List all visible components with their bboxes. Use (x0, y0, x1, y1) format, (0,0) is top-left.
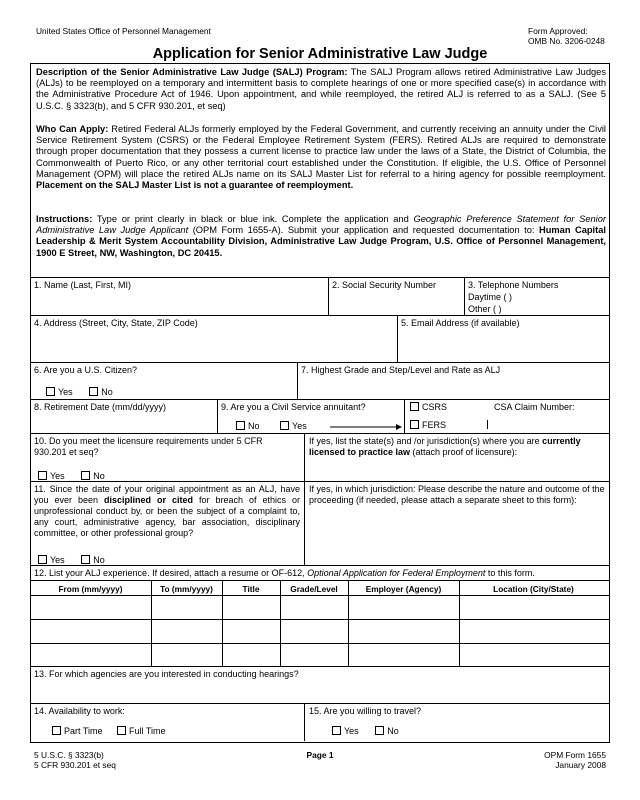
fers-label: FERS (422, 420, 447, 430)
annuitant-yes[interactable] (280, 421, 307, 431)
checkbox-icon[interactable] (52, 726, 61, 735)
discipline-yes[interactable] (38, 555, 65, 565)
discipline-bold: disciplined or cited (104, 495, 194, 505)
other-phone-field[interactable]: Other ( ) (468, 304, 502, 314)
travel-question: 15. Are you willing to travel? (309, 706, 422, 716)
annuitant-no[interactable] (236, 421, 260, 431)
arrow-right-icon (330, 423, 402, 431)
geographic-preference-title: Geographic Preference Statement for Senior Administrative Law Judge Applicant (36, 214, 606, 236)
col-header-from: From (mm/yyyy) (58, 584, 123, 594)
licensure-states-bold: currently licensed to practice law (309, 436, 581, 457)
checkbox-icon[interactable] (117, 726, 126, 735)
daytime-phone-field[interactable]: Daytime ( ) (468, 292, 513, 302)
no-label: No (93, 471, 105, 481)
footer-citation-2: 5 CFR 930.201 et seq (34, 760, 116, 770)
part-time-label: Part Time (64, 726, 103, 736)
travel-options (332, 726, 399, 737)
csa-claim-field[interactable]: CSA Claim Number: (494, 402, 575, 412)
travel-yes[interactable] (332, 726, 359, 736)
csrs-option[interactable] (410, 402, 447, 413)
checkbox-icon[interactable] (81, 555, 90, 564)
yes-label: Yes (50, 555, 65, 565)
experience-text-2: to this form. (485, 568, 535, 578)
licensure-states-field[interactable] (309, 436, 605, 458)
address-field[interactable]: 4. Address (Street, City, State, ZIP Code) (34, 318, 198, 328)
ssn-field[interactable]: 2. Social Security Number (332, 280, 437, 290)
instructions-text-2: (OPM Form 1655-A). Submit your application and requested documentation to: (188, 225, 539, 236)
name-field[interactable]: 1. Name (Last, First, MI) (34, 280, 132, 290)
no-label: No (101, 387, 113, 397)
form-date: January 2008 (555, 760, 606, 770)
availability-question: 14. Availability to work: (34, 706, 125, 716)
discipline-options (38, 555, 105, 566)
checkbox-icon[interactable] (280, 421, 289, 430)
checkbox-icon[interactable] (410, 420, 419, 429)
col-header-to: To (mm/yyyy) (160, 584, 213, 594)
agency-name: United States Office of Personnel Management (36, 26, 211, 36)
description-paragraph (36, 67, 606, 112)
checkbox-icon[interactable] (236, 421, 245, 430)
checkbox-icon[interactable] (38, 555, 47, 564)
col-header-grade: Grade/Level (290, 584, 338, 594)
discipline-question (34, 484, 300, 539)
fers-option[interactable] (410, 420, 446, 431)
who-can-apply-text: Retired Federal ALJs formerly employed by the Federal Government, and currently receiving an annuity under the Civil Service Retirement System (CSRS) or the Federal Employee Retirement System (FERS). Retired ALJs are required to demonstrate through proper documentation that they possess a current license to practice law under the laws of a State, the District of Columbia, the Commonwealth of Puerto Rico, or any other territorial court established under the Constitution. If eligible, the U.S. Office of Personnel Management (OPM) will place the retired ALJs name on its SALJ Master List for referral to a hiring agency for possible reemployment. (36, 124, 606, 179)
licensure-states-text-2: (attach proof of licensure): (410, 447, 518, 457)
licensure-no[interactable] (81, 471, 105, 481)
instructions-text-1: Type or print clearly in black or blue ink. Complete the application and (92, 214, 414, 224)
checkbox-icon[interactable] (410, 402, 419, 411)
experience-text: 12. List your ALJ experience. If desired, attach a resume or OF-612, (34, 568, 308, 578)
checkbox-icon[interactable] (46, 387, 55, 396)
no-label: No (387, 726, 399, 736)
agencies-field[interactable]: 13. For which agencies are you interested in conducting hearings? (34, 669, 299, 679)
experience-label (34, 568, 535, 579)
checkbox-icon[interactable] (38, 471, 47, 480)
full-time-option[interactable] (117, 726, 166, 736)
col-header-title: Title (242, 584, 260, 594)
col-header-location: Location (City/State) (493, 584, 574, 594)
no-label: No (248, 421, 260, 431)
discipline-text-2: for breach of ethics or unprofessional conduct by, or been the subject of a complaint to, any court, administrative agency, bar association, disciplinary committee, or other professional group? (34, 495, 301, 538)
yes-label: Yes (50, 471, 65, 481)
checkbox-icon[interactable] (332, 726, 341, 735)
availability-options (52, 726, 166, 737)
licensure-states-text: If yes, list the state(s) and /or jurisdiction(s) where you are (309, 436, 543, 446)
citizen-no[interactable] (89, 387, 113, 397)
col-header-employer: Employer (Agency) (365, 584, 442, 594)
checkbox-icon[interactable] (375, 726, 384, 735)
of612-title: Optional Application for Federal Employment (307, 568, 486, 578)
retirement-date-field[interactable]: 8. Retirement Date (mm/dd/yyyy) (34, 402, 167, 412)
yes-label: Yes (344, 726, 359, 736)
citizen-options (46, 387, 113, 398)
description-label: Description of the Senior Administrative Law Judge (SALJ) Program: (36, 67, 348, 77)
master-list-notice: Placement on the SALJ Master List is not a guarantee of reemployment. (36, 180, 354, 191)
footer-citation-1: 5 U.S.C. § 3323(b) (34, 750, 104, 760)
annuitant-options (236, 421, 307, 432)
description-text: The SALJ Program allows retired Administrative Law Judges (ALJs) to be reemployed on a temporary and intermittent basis to complete hearings of one or more specified case(s) in accordance with the Administrative Procedure Act of 1946. Upon appointment, and while reemployed, the retired ALJ is referred to as a SALJ. (See 5 U.S.C. § 3323(b), and 5 CFR 930.201, et seq) (36, 67, 606, 111)
discipline-details-field[interactable]: If yes, in which jurisdiction: Please describe the nature and outcome of the proceeding (if needed, please attach a separate sheet to this form): (309, 484, 605, 505)
annuitant-question: 9. Are you a Civil Service annuitant? (221, 402, 366, 412)
who-can-apply-paragraph (36, 124, 606, 191)
form-title: Application for Senior Administrative Law Judge (152, 46, 488, 62)
travel-no[interactable] (375, 726, 399, 736)
citizen-yes[interactable] (46, 387, 73, 397)
who-can-apply-label: Who Can Apply: (36, 124, 109, 134)
checkbox-icon[interactable] (81, 471, 90, 480)
no-label: No (93, 555, 105, 565)
instructions-label: Instructions: (36, 214, 93, 224)
full-time-label: Full Time (129, 726, 166, 736)
licensure-options (38, 471, 105, 482)
telephone-label: 3. Telephone Numbers (468, 280, 559, 290)
part-time-option[interactable] (52, 726, 103, 736)
form-number: OPM Form 1655 (544, 750, 606, 760)
form-approved-label: Form Approved: (528, 26, 588, 36)
discipline-no[interactable] (81, 555, 105, 565)
csrs-label: CSRS (422, 402, 448, 412)
grade-field[interactable]: 7. Highest Grade and Step/Level and Rate as ALJ (301, 365, 501, 375)
discipline-text-1: 11. Since the date of your original appointment as an ALJ, have you ever been (34, 484, 300, 505)
yes-label: Yes (58, 387, 73, 397)
page-number: Page 1 (306, 750, 334, 760)
email-field[interactable]: 5. Email Address (if available) (401, 318, 520, 328)
citizen-question: 6. Are you a U.S. Citizen? (34, 365, 138, 375)
yes-label: Yes (292, 421, 307, 431)
mailing-address: Human Capital Leadership & Merit System Accountability Division, Administrative Law Judge Program, U.S. Office of Personnel Management, 1900 E Street, NW, Washington, DC 20415. (36, 225, 606, 258)
checkbox-icon[interactable] (89, 387, 98, 396)
instructions-paragraph (36, 214, 606, 259)
licensure-yes[interactable] (38, 471, 65, 481)
omb-number: OMB No. 3206-0248 (528, 36, 605, 46)
licensure-question: 10. Do you meet the licensure requirements under 5 CFR 930.201 et seq? (34, 436, 263, 457)
